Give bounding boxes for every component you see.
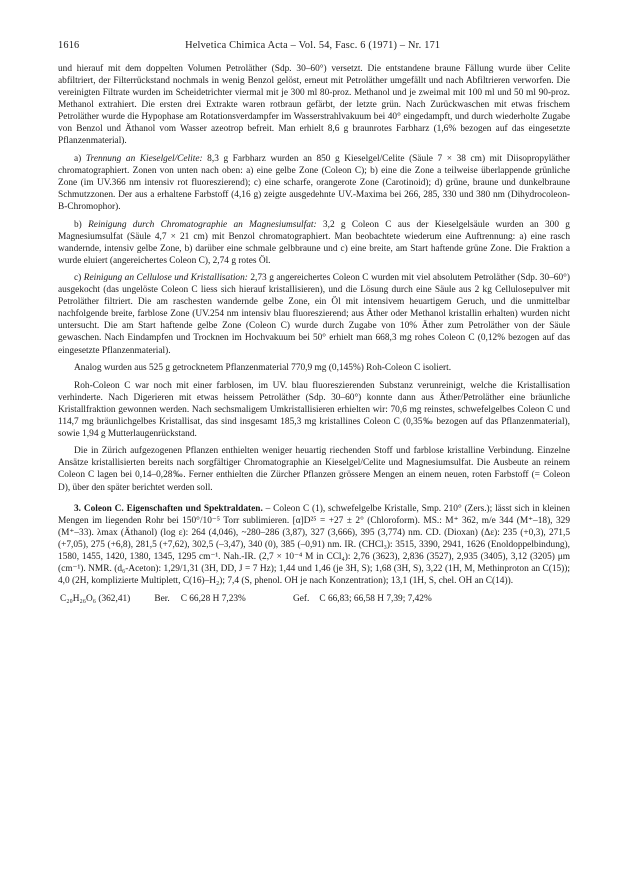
paragraph: Die in Zürich aufgezogenen Pflanzen enthielten weniger heuartig riechenden Stoff und farblose kristalline Verbindung. Einzelne Ansätze kristallisierten bereits nach sorgfältiger Chromatographie an Kieselgel/Celite und Magnesiumsulfat. Die Ausbeute an reinem Coleon C lagen bei 0,14–0,28‰. Ferner enthielten die Zürcher Pflanzen grössere Mengen an einem neuen, roten Farbstoff (= Coleon D), über den später berichtet werden soll. bbox=[58, 446, 570, 493]
paragraph-kieselgel: a) Trennung an Kieselgel/Celite: 8,3 g Farbharz wurden an 850 g Kieselgel/Celite (Säule 7 × 38 cm) mit Diisopropyläther chromatographiert. Zonen von unten nach oben: a) eine gelbe Zone (Coleon C); b) eine die Zone a teilweise überlappende grünliche Zone (im UV.366 nm intensiv rot fluoreszierend); c) eine scharfe, orangerote Zone (Carotinoid); d) grüne, braune und dunkelbraune Schmutzzonen. Der aus a erhaltene Farbstoff (4,16 g) zeigte ausgedehnte UV.-Maxima bei 266, 285, 330 und 380 nm (Dihydrocoleon-B-Chromophor). bbox=[58, 153, 570, 213]
paragraph: Roh-Coleon C war noch mit einer farblosen, im UV. blau fluoreszierenden Substanz verunreinigt, welche die Kristallisation verhinderte. Nach Digerieren mit etwas heissem Petroläther (Sdp. 30–60°) konnte dann aus Äther/Petroläther eine bräunliche Kristallfraktion gewonnen werden. Nach sechsmaligem Umkristallisieren erhielten wir: 70,6 mg reinstes, schwefelgelbes Coleon C und 114,7 mg bräunlichgelbes Kristallisat, das sind insgesamt 185,3 mg kristallines Coleon C (0,35‰ bezogen auf das Pflanzenmaterial), sowie 1,94 g Mutterlaugenrückstand. bbox=[58, 380, 570, 439]
elemental-analysis: C₂₀H₂₆O₆ (362,41) Ber. C 66,28 H 7,23% Gef. C 66,83; 66,58 H 7,39; 7,42% bbox=[58, 593, 570, 605]
section-heading: 3. Coleon C. Eigenschaften und Spektraldaten. bbox=[74, 503, 263, 514]
subheading: Trennung an Kieselgel/Celite: bbox=[85, 153, 203, 164]
subheading: Reinigung an Cellulose und Kristallisation: bbox=[83, 273, 248, 284]
paper-page bbox=[58, 40, 570, 605]
paragraph-magnesiumsulfat: b) Reinigung durch Chromatographie an Magnesiumsulfat: 3,2 g Coleon C aus der Kieselgelsäule wurden an 300 g Magnesiumsulfat (Säule 4,7 × 21 cm) mit Benzol chromatographiert. Man beobachtete wiederum eine Auftrennung: a) eine rasch wandernde, intensiv gelbe Zone, b) darüber eine schmale gelbbraune und c) eine breite, am Start haftende grüne Zone. Die Fraktion a wurde eluiert (angereichertes Coleon C), 2,74 g rotes Öl. bbox=[58, 219, 570, 266]
paragraph: Analog wurden aus 525 g getrocknetem Pflanzenmaterial 770,9 mg (0,145%) Roh-Coleon C isoliert. bbox=[74, 363, 452, 374]
section-coleon-c: 3. Coleon C. Eigenschaften und Spektraldaten. – Coleon C (1), schwefelgelbe Kristalle, Smp. 210° (Zers.); lässt sich in kleinen Mengen im liegenden Rohr bei 150°/10⁻⁵ Torr sublimieren. [α]D²⁵ = +27 ± 2° (Chloroform). MS.: M⁺ 362, m/e 344 (M⁺–18), 329 (M⁺–33). λmax (Äthanol) (log ε): 264 (4,046), ~280–286 (3,87), 327 (3,666), 395 (3,774) nm. CD. (Dioxan) (Δε): 235 (+0,3), 271,5 (+7,05), 275 (+6,8), 281,5 (+7,62), 302,5 (–3,47), 340 (0), 385 (–0,91) nm. IR. (CHCl₃): 3515, 3390, 2941, 1626 (Enoldoppelbindung), 1580, 1455, 1420, 1380, 1345, 1295 cm⁻¹. Nah.-IR. (2,7 × 10⁻⁴ M in CCl₄): 2,76 (3623), 2,836 (3527), 2,935 (3405), 3,12 (3205) μm (cm⁻¹). NMR. (d₆-Aceton): 1,29/1,31 (3H, DD, J = 7 Hz); 1,44 und 1,46 (je 3H, S); 1,68 (3H, S), 3,22 (1H, M, Methinproton an C(15)); 4,0 (2H, komplizierte Multiplett, C(16)–H₂); 7,4 (S, phenol. OH je nach Konzentration); 13,1 (1H, S, chel. OH an C(14)). bbox=[58, 503, 570, 586]
running-title: Helvetica Chimica Acta – Vol. 54, Fasc. 6 (1971) – Nr. 171 bbox=[185, 40, 441, 51]
calculated-values: C 66,28 H 7,23% bbox=[180, 593, 246, 604]
paragraph: und hierauf mit dem doppelten Volumen Petroläther (Sdp. 30–60°) versetzt. Die entstandene braune Fällung wurde über Celite abfiltriert, der Filterrückstand nochmals in wenig Benzol gelöst, erneut mit Petroläther umgefällt und nach Abfiltrieren verworfen. Die vereinigten Filtrate wurden im Scheidetrichter viermal mit je 300 ml 80-proz. Methanol und je zweimal mit 100 ml und 50 ml 90-proz. Methanol extrahiert. Die ersten drei Extrakte waren rotbraun gefärbt, der letzte grün. Nach Zurückwaschen mit etwas frischem Petroläther wurde die Hypophase am Rotationsverdampfer im Wasserstrahlvakuum bei 40° eingedampft, und durch wiederholte Zugabe von Benzol und Äthanol vom Wasser azeotrop befreit. Man erhielt 8,6 g braunrotes Farbharz (1,6% bezogen auf das eingesetzte Pflanzenmaterial). bbox=[58, 64, 570, 147]
running-header bbox=[58, 40, 570, 51]
found-values: C 66,83; 66,58 H 7,39; 7,42% bbox=[319, 593, 432, 604]
molecular-formula: C₂₀H₂₆O₆ (362,41) bbox=[60, 593, 131, 604]
paragraph-cellulose: c) Reinigung an Cellulose und Kristallisation: 2,73 g angereichertes Coleon C wurden mit viel absolutem Petroläther (Sdp. 30–60°) ausgekocht (das ungelöste Coleon C liess sich hierauf kristallisieren), und die Lösung durch eine Säule aus 2 kg Cellulosepulver mit Petroläther filtriert. Die am raschesten wandernde gelbe Zone, ein Öl mit intensivem heuartigem Geruch, und die unmittelbar nachfolgende breite, farblose Zone (UV.254 nm intensiv blau fluoreszierend; aus Äther oder Methanol kristallin erhalten) wurden nicht untersucht. Die am Start haftende gelbe Zone (Coleon C) wurde durch Zugabe von 10% Äther zum Petroläther von der Säule gewaschen. Nach Eindampfen und Trocknen im Hochvakuum bei 50° erhielt man 668,3 mg rohes Coleon C (0,12% bezogen auf das eingesetzte Pflanzenmaterial). bbox=[58, 273, 570, 356]
page-number: 1616 bbox=[58, 40, 80, 51]
subheading: Reinigung durch Chromatographie an Magnesiumsulfat: bbox=[88, 219, 317, 230]
